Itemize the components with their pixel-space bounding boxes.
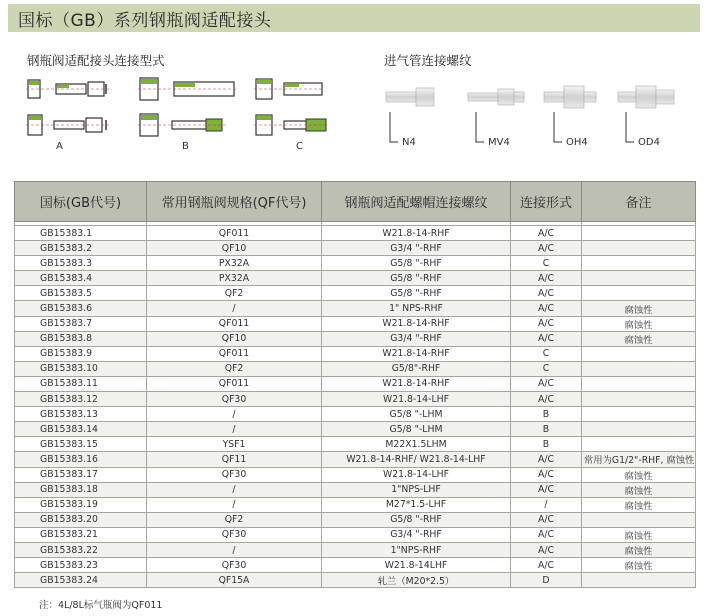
qf-code-cell: PX32A: [147, 256, 322, 271]
gb-code-cell: GB15383.1: [15, 226, 147, 241]
table-row: [15, 482, 696, 497]
nut-thread-cell: 1"NPS-LHF: [322, 482, 511, 497]
table-row: [15, 361, 696, 376]
remarks-cell: 腐蚀性: [582, 482, 696, 497]
qf-code-cell: QF011: [147, 316, 322, 331]
thread-label-mv4: MV4: [488, 137, 510, 148]
gb-code-cell: GB15383.23: [15, 558, 147, 573]
gb-code-cell: GB15383.14: [15, 422, 147, 437]
table-row: [15, 407, 696, 422]
connection-type-cell: A/C: [511, 542, 582, 557]
table-row: [15, 271, 696, 286]
qf-code-cell: QF2: [147, 361, 322, 376]
header-connection-type: 连接形式: [511, 182, 582, 222]
qf-code-cell: QF30: [147, 392, 322, 407]
thread-label-n4: N4: [402, 137, 416, 148]
qf-code-cell: YSF1: [147, 437, 322, 452]
nut-thread-cell: W21.8-14-RHF: [322, 376, 511, 391]
thread-n4-drawing: [386, 88, 434, 142]
fitting-c-bottom-drawing: [254, 112, 330, 138]
thread-section-label: 进气管连接螺纹: [384, 53, 472, 68]
table-row: [15, 542, 696, 557]
qf-code-cell: QF11: [147, 452, 322, 467]
nut-thread-cell: G5/8"-RHF: [322, 361, 511, 376]
thread-mv4-drawing: [468, 89, 524, 142]
connection-type-cell: A/C: [511, 331, 582, 346]
connection-type-cell: A/C: [511, 226, 582, 241]
connection-type-cell: C: [511, 256, 582, 271]
remarks-cell: 腐蚀性: [582, 331, 696, 346]
connection-type-cell: A/C: [511, 482, 582, 497]
remarks-cell: [582, 226, 696, 241]
gb-code-cell: GB15383.18: [15, 482, 147, 497]
nut-thread-cell: G3/4 "-RHF: [322, 241, 511, 256]
spec-table: [14, 181, 696, 588]
gb-code-cell: GB15383.4: [15, 271, 147, 286]
remarks-cell: [582, 512, 696, 527]
nut-thread-cell: M27*1.5-LHF: [322, 497, 511, 512]
connection-type-cell: B: [511, 437, 582, 452]
thread-label-od4: OD4: [638, 137, 660, 148]
gb-code-cell: GB15383.2: [15, 241, 147, 256]
thread-od4-drawing: [618, 86, 674, 142]
remarks-cell: [582, 422, 696, 437]
qf-code-cell: /: [147, 301, 322, 316]
connection-type-cell: A/C: [511, 271, 582, 286]
connection-type-cell: /: [511, 497, 582, 512]
connection-type-cell: A/C: [511, 241, 582, 256]
connection-letter-a: A: [56, 141, 63, 152]
qf-code-cell: QF011: [147, 376, 322, 391]
table-row: [15, 573, 696, 588]
remarks-cell: [582, 407, 696, 422]
gb-code-cell: GB15383.20: [15, 512, 147, 527]
nut-thread-cell: W21.8-14-RHF: [322, 316, 511, 331]
remarks-cell: 腐蚀性: [582, 467, 696, 482]
table-row: [15, 301, 696, 316]
table-row: [15, 452, 696, 467]
table-row: [15, 467, 696, 482]
gb-code-cell: GB15383.11: [15, 376, 147, 391]
table-row: [15, 256, 696, 271]
connection-type-cell: A/C: [511, 527, 582, 542]
remarks-cell: [582, 392, 696, 407]
header-remarks: 备注: [582, 182, 696, 222]
qf-code-cell: /: [147, 422, 322, 437]
connection-type-cell: B: [511, 407, 582, 422]
connection-letter-b: B: [182, 141, 189, 152]
table-row: [15, 316, 696, 331]
fitting-c-top-drawing: [254, 76, 326, 102]
gb-code-cell: GB15383.12: [15, 392, 147, 407]
gb-code-cell: GB15383.13: [15, 407, 147, 422]
remarks-cell: 腐蚀性: [582, 527, 696, 542]
connection-type-cell: A/C: [511, 558, 582, 573]
gb-code-cell: GB15383.3: [15, 256, 147, 271]
qf-code-cell: QF011: [147, 226, 322, 241]
fitting-a-top-drawing: [26, 76, 118, 102]
qf-code-cell: QF30: [147, 527, 322, 542]
remarks-cell: [582, 361, 696, 376]
remarks-cell: [582, 346, 696, 361]
gb-code-cell: GB15383.5: [15, 286, 147, 301]
nut-thread-cell: W21.8-14-RHF/ W21.8-14-LHF: [322, 452, 511, 467]
connection-type-cell: A/C: [511, 452, 582, 467]
table-row: [15, 527, 696, 542]
table-row: [15, 346, 696, 361]
table-body: [15, 222, 696, 588]
gb-code-cell: GB15383.6: [15, 301, 147, 316]
table-row: [15, 437, 696, 452]
connection-type-cell: A/C: [511, 376, 582, 391]
nut-thread-cell: G5/8 "-RHF: [322, 256, 511, 271]
header-qf-code: 常用钢瓶阀规格(QF代号): [147, 182, 322, 222]
connection-type-cell: A/C: [511, 301, 582, 316]
title-bar: [8, 4, 700, 32]
connection-type-cell: A/C: [511, 392, 582, 407]
nut-thread-cell: W21.8-14-LHF: [322, 467, 511, 482]
nut-thread-cell: W21.8-14LHF: [322, 558, 511, 573]
table-header-row: [15, 182, 696, 222]
table-row: [15, 392, 696, 407]
nut-thread-cell: 1"NPS-RHF: [322, 542, 511, 557]
qf-code-cell: /: [147, 497, 322, 512]
gb-code-cell: GB15383.10: [15, 361, 147, 376]
nut-thread-cell: W21.8-14-RHF: [322, 226, 511, 241]
nut-thread-cell: G3/4 "-RHF: [322, 331, 511, 346]
table-row: [15, 241, 696, 256]
qf-code-cell: QF011: [147, 346, 322, 361]
nut-thread-cell: W21.8-14-RHF: [322, 346, 511, 361]
table-row: [15, 331, 696, 346]
gb-code-cell: GB15383.22: [15, 542, 147, 557]
gb-code-cell: GB15383.9: [15, 346, 147, 361]
gb-code-cell: GB15383.16: [15, 452, 147, 467]
connection-type-cell: A/C: [511, 512, 582, 527]
qf-code-cell: PX32A: [147, 271, 322, 286]
connection-type-cell: A/C: [511, 286, 582, 301]
thread-label-oh4: OH4: [566, 137, 588, 148]
gb-code-cell: GB15383.21: [15, 527, 147, 542]
connection-type-cell: A/C: [511, 467, 582, 482]
table-row: [15, 422, 696, 437]
remarks-cell: 腐蚀性: [582, 558, 696, 573]
connection-type-cell: B: [511, 422, 582, 437]
remarks-cell: 腐蚀性: [582, 542, 696, 557]
table-row: [15, 286, 696, 301]
remarks-cell: [582, 256, 696, 271]
table-row: [15, 558, 696, 573]
fitting-b-top-drawing: [138, 76, 238, 102]
gb-code-cell: GB15383.19: [15, 497, 147, 512]
nut-thread-cell: G5/8 "-RHF: [322, 271, 511, 286]
qf-code-cell: QF30: [147, 467, 322, 482]
nut-thread-cell: G5/8 "-RHF: [322, 512, 511, 527]
qf-code-cell: QF10: [147, 241, 322, 256]
footnote: 注：4L/8L标气瓶阀为QF011: [39, 600, 163, 611]
remarks-cell: 腐蚀性: [582, 301, 696, 316]
connection-type-cell: C: [511, 361, 582, 376]
connection-letter-c: C: [296, 141, 303, 152]
qf-code-cell: /: [147, 407, 322, 422]
remarks-cell: [582, 573, 696, 588]
header-gb-code: 国标(GB代号): [15, 182, 147, 222]
connection-type-cell: D: [511, 573, 582, 588]
page-title: 国标（GB）系列钢瓶阀适配接头: [18, 10, 272, 31]
thread-oh4-drawing: [544, 86, 596, 142]
header-nut-thread: 钢瓶阀适配螺帽连接螺纹: [322, 182, 511, 222]
qf-code-cell: QF2: [147, 286, 322, 301]
gb-code-cell: GB15383.8: [15, 331, 147, 346]
thread-types-diagram: [380, 80, 700, 152]
qf-code-cell: QF10: [147, 331, 322, 346]
nut-thread-cell: 1" NPS-RHF: [322, 301, 511, 316]
nut-thread-cell: G5/8 "-LHM: [322, 422, 511, 437]
gb-code-cell: GB15383.17: [15, 467, 147, 482]
qf-code-cell: /: [147, 482, 322, 497]
nut-thread-cell: G3/4 "-RHF: [322, 527, 511, 542]
gb-code-cell: GB15383.7: [15, 316, 147, 331]
remarks-cell: 腐蚀性: [582, 316, 696, 331]
connection-type-cell: A/C: [511, 316, 582, 331]
remarks-cell: 常用为G1/2"-RHF, 腐蚀性: [582, 452, 696, 467]
nut-thread-cell: W21.8-14-LHF: [322, 392, 511, 407]
remarks-cell: [582, 437, 696, 452]
remarks-cell: [582, 376, 696, 391]
remarks-cell: 腐蚀性: [582, 497, 696, 512]
connection-section-label: 钢瓶阀适配接头连接型式: [27, 53, 165, 68]
fitting-b-bottom-drawing: [138, 112, 238, 138]
remarks-cell: [582, 286, 696, 301]
remarks-cell: [582, 241, 696, 256]
nut-thread-cell: G5/8 "-RHF: [322, 286, 511, 301]
qf-code-cell: QF2: [147, 512, 322, 527]
table-row: [15, 497, 696, 512]
remarks-cell: [582, 271, 696, 286]
nut-thread-cell: G5/8 "-LHM: [322, 407, 511, 422]
qf-code-cell: /: [147, 542, 322, 557]
nut-thread-cell: 轧兰（M20*2.5）: [322, 573, 511, 588]
qf-code-cell: QF30: [147, 558, 322, 573]
qf-code-cell: QF15A: [147, 573, 322, 588]
nut-thread-cell: M22X1.5LHM: [322, 437, 511, 452]
connection-types-diagram: [22, 72, 322, 152]
table-row: [15, 512, 696, 527]
table-row: [15, 226, 696, 241]
connection-type-cell: C: [511, 346, 582, 361]
gb-code-cell: GB15383.15: [15, 437, 147, 452]
fitting-a-bottom-drawing: [26, 112, 118, 138]
table-row: [15, 376, 696, 391]
gb-code-cell: GB15383.24: [15, 573, 147, 588]
